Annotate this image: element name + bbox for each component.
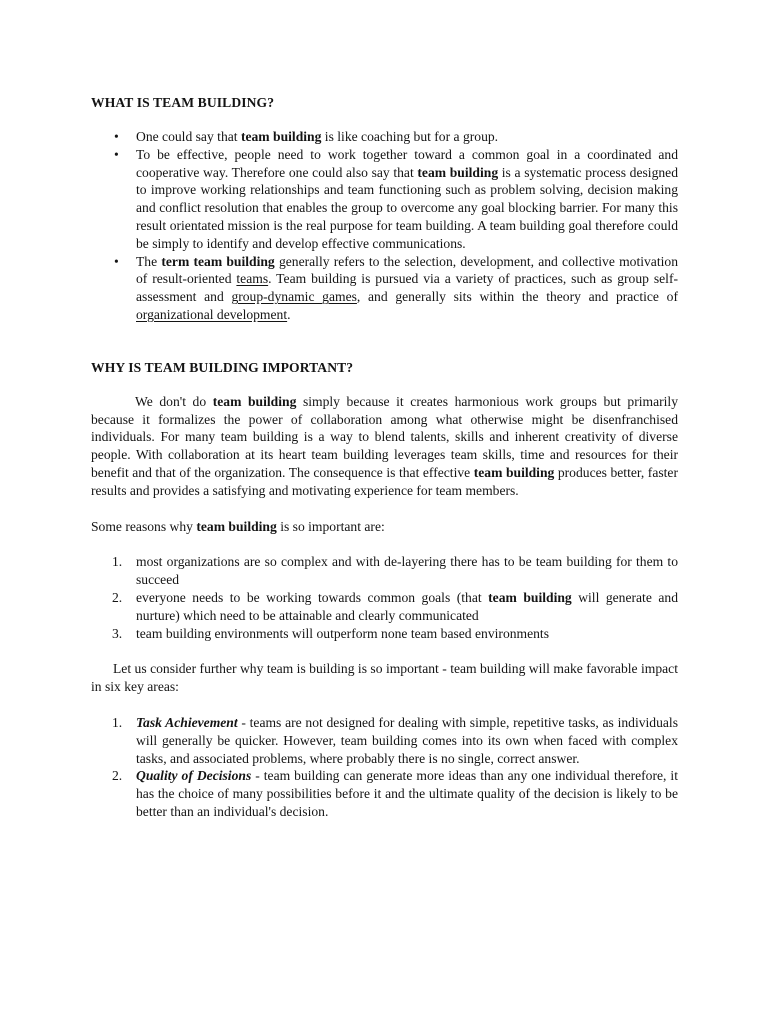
bullet-item: • One could say that team building is like coaching but for a group. (136, 128, 678, 146)
list-item: 2. everyone needs to be working towards common goals (that team building will generate and nurture) which need to be attainable and clearly communicated (112, 589, 678, 623)
list-item: 1. Task Achievement - teams are not designed for dealing with simple, repetitive tasks, as individuals will generally be quicker. However, team building comes into its own when faced with complex tasks, and associated problems, where probably there is no single, correct answer. (112, 714, 678, 766)
link-organizational-development[interactable]: organizational development (136, 306, 288, 322)
definition-bullet-list (91, 128, 678, 324)
heading-what-is-team-building: WHAT IS TEAM BUILDING? (91, 95, 275, 110)
paragraph-why-important: We don't do team building simply because it creates harmonious work groups but primarily because it formalizes the power of collaboration among what otherwise might be disenfranchised individuals. For many team building is a way to blend talents, skills and inherent creativity of diverse people. With collaboration at its heart team building leverages team skills, time and resources for their benefit and that of the organization. The consequence is that effective team building produces better, faster results and provides a satisfying and motivating experience for team members. (91, 393, 678, 498)
list-item: 2. Quality of Decisions - team building can generate more ideas than any one individual therefore, it has the choice of many possibilities before it and the ultimate quality of the decision is likely to be better than an individual's decision. (112, 768, 678, 819)
reasons-numbered-list (91, 553, 678, 642)
paragraph-some-reasons: Some reasons why team building is so important are: (91, 518, 385, 534)
heading-why-is-team-building-important: WHY IS TEAM BUILDING IMPORTANT? (91, 359, 354, 375)
document-page (91, 92, 678, 821)
key-areas-numbered-list (91, 714, 678, 821)
bullet-item: • To be effective, people need to work together toward a common goal in a coordinated and cooperative way. Therefore one could also say that team building is a systematic process designed to improve working relationships and team functioning such as problem solving, decision making and conflict resolution that enables the group to overcome any goal blocking barrier. For many this result orientated mission is the real purpose for team building. A team building goal therefore could be simply to identify and develop effective communications. (136, 146, 678, 253)
paragraph-six-key-areas: Let us consider further why team is building is so important - team building will make favorable impact in six key areas: (91, 661, 678, 695)
list-item: 1. most organizations are so complex and with de-layering there has to be team building for them to succeed (112, 554, 678, 588)
bullet-item: • The term team building generally refers to the selection, development, and collective motivation of result-oriented teams. Team building is pursued via a variety of practices, such as group self-assessment and group-dynamic games, and generally sits within the theory and practice of organizational development. (136, 253, 678, 324)
link-teams[interactable]: teams (236, 271, 269, 287)
link-group-dynamic-games[interactable]: group-dynamic games (231, 289, 357, 305)
list-item: 3. team building environments will outperform none team based environments (112, 625, 550, 641)
